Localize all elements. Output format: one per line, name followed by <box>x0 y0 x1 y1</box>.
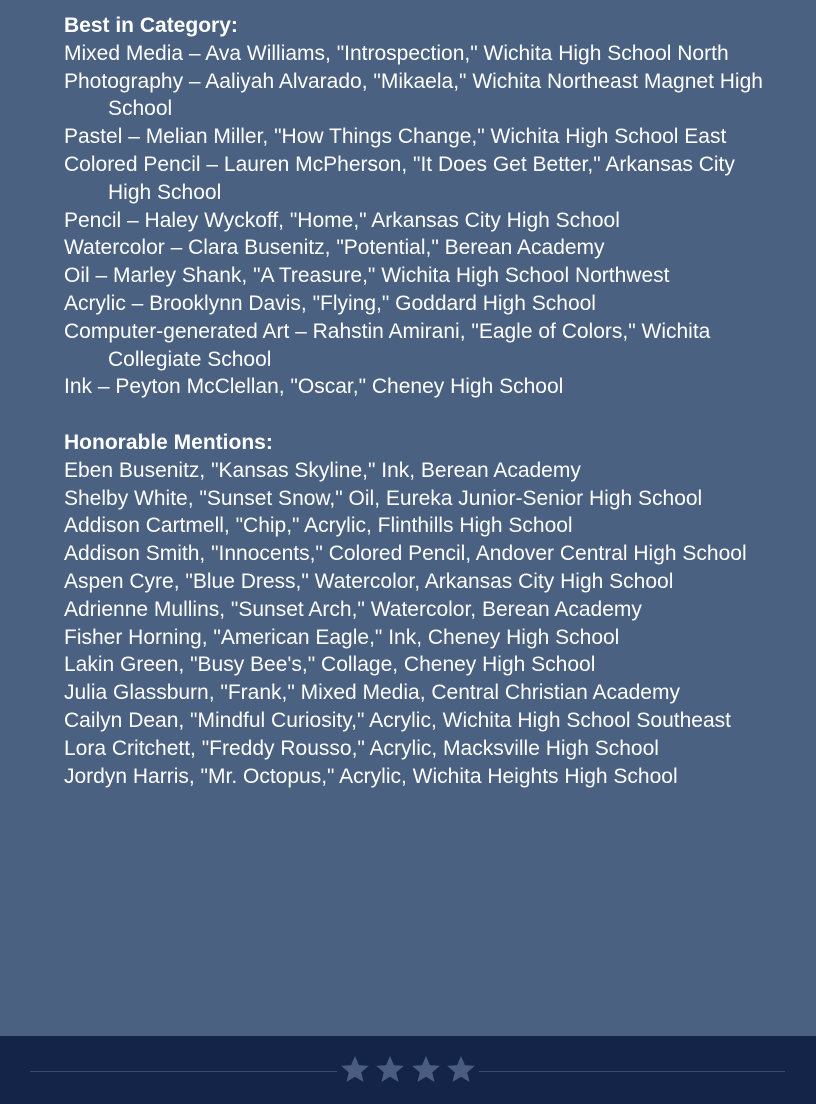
category-winner: Mixed Media – Ava Williams, "Introspection," Wichita High School North <box>64 41 729 65</box>
honorable-mention: Adrienne Mullins, "Sunset Arch," Watercolor, Berean Academy <box>64 597 642 621</box>
category-winner: Oil – Marley Shank, "A Treasure," Wichita High School Northwest <box>64 264 670 288</box>
honorable-mention: Lora Critchett, "Freddy Rousso," Acrylic, Macksville High School <box>64 736 659 760</box>
awards-list <box>64 12 764 790</box>
honorable-mention: Aspen Cyre, "Blue Dress," Watercolor, Arkansas City High School <box>64 569 674 593</box>
honorable-mention: Jordyn Harris, "Mr. Octopus," Acrylic, Wichita Heights High School <box>64 764 678 788</box>
category-winner: Colored Pencil – Lauren McPherson, "It Does Get Better," Arkansas City High School <box>64 152 735 204</box>
category-winner: Ink – Peyton McClellan, "Oscar," Cheney High School <box>64 375 564 399</box>
honorable-mention: Shelby White, "Sunset Snow," Oil, Eureka Junior-Senior High School <box>64 486 703 510</box>
honorable-mentions-list <box>64 457 764 791</box>
best-in-category-list <box>64 40 764 401</box>
section-spacer <box>64 401 764 429</box>
star-icon <box>446 1054 476 1084</box>
category-winner: Acrylic – Brooklynn Davis, "Flying," Goddard High School <box>64 291 596 315</box>
honorable-mention: Lakin Green, "Busy Bee's," Collage, Cheney High School <box>64 653 596 677</box>
honorable-mention: Fisher Horning, "American Eagle," Ink, Cheney High School <box>64 625 620 649</box>
star-icon <box>340 1054 370 1084</box>
footer-divider-left <box>30 1071 337 1072</box>
star-icon <box>411 1054 441 1084</box>
category-winner: Watercolor – Clara Busenitz, "Potential," Berean Academy <box>64 236 605 260</box>
category-winner: Pencil – Haley Wyckoff, "Home," Arkansas City High School <box>64 208 620 232</box>
honorable-mention: Addison Smith, "Innocents," Colored Pencil, Andover Central High School <box>64 542 747 566</box>
star-ornament <box>340 1054 476 1084</box>
category-winner: Computer-generated Art – Rahstin Amirani, "Eagle of Colors," Wichita Collegiate School <box>64 319 711 371</box>
category-winner: Photography – Aaliyah Alvarado, "Mikaela," Wichita Northeast Magnet High School <box>64 69 763 121</box>
honorable-mention: Addison Cartmell, "Chip," Acrylic, Flinthills High School <box>64 514 573 538</box>
footer-band <box>0 1036 816 1104</box>
honorable-mention: Julia Glassburn, "Frank," Mixed Media, Central Christian Academy <box>64 681 680 705</box>
best-in-category-heading: Best in Category: <box>64 14 238 37</box>
star-icon <box>375 1054 405 1084</box>
honorable-mention: Eben Busenitz, "Kansas Skyline," Ink, Berean Academy <box>64 458 581 482</box>
footer-divider-right <box>479 1071 785 1072</box>
category-winner: Pastel – Melian Miller, "How Things Change," Wichita High School East <box>64 125 727 149</box>
honorable-mention: Cailyn Dean, "Mindful Curiosity," Acrylic, Wichita High School Southeast <box>64 708 731 732</box>
honorable-mentions-heading: Honorable Mentions: <box>64 430 273 454</box>
